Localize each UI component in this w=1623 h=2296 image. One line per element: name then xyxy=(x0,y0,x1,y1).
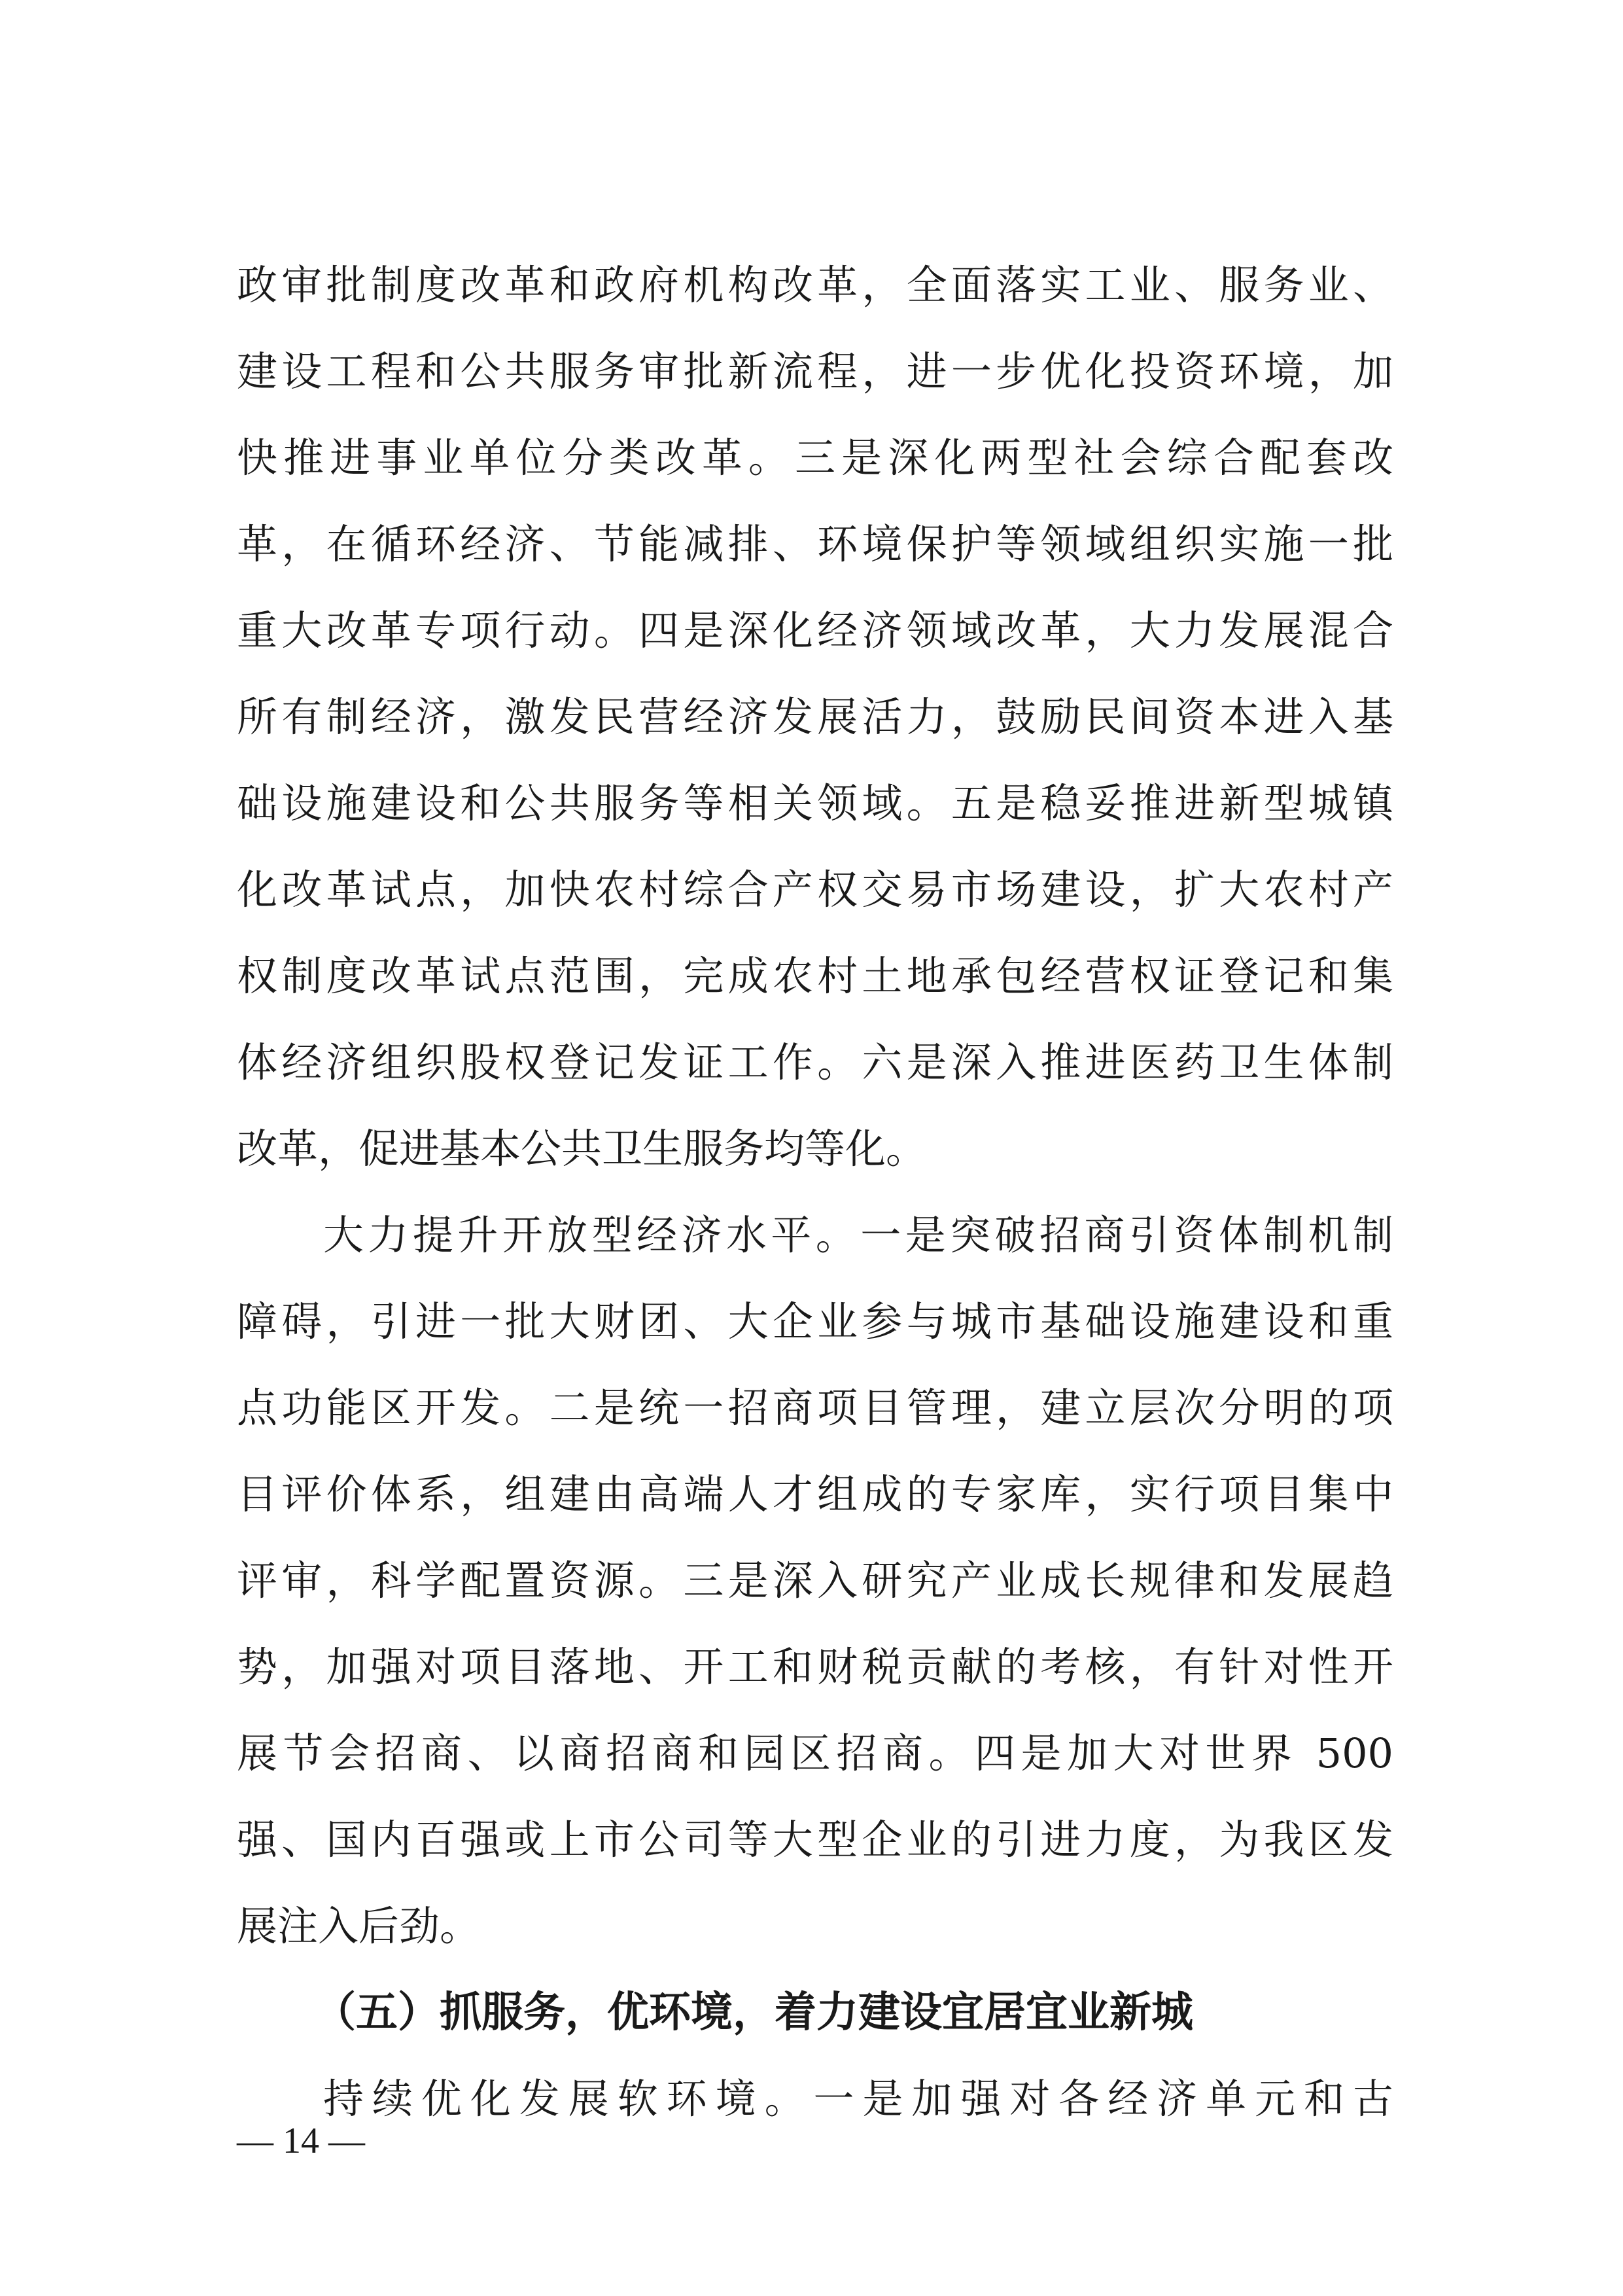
text-line: 所有制经济，激发民营经济发展活力，鼓励民间资本进入基 xyxy=(237,693,1393,741)
text-line: 建设工程和公共服务审批新流程，进一步优化投资环境，加 xyxy=(237,347,1393,395)
text-line: 础设施建设和公共服务等相关领域。五是稳妥推进新型城镇 xyxy=(237,779,1393,827)
text-line: 展注入后劲。 xyxy=(237,1902,481,1950)
text-line: 革，在循环经济、节能减排、环境保护等领域组织实施一批 xyxy=(237,520,1393,568)
paragraph-open-economy xyxy=(237,1192,1393,1969)
text-line: 快推进事业单位分类改革。三是深化两型社会综合配套改 xyxy=(237,434,1393,482)
paragraph-reform xyxy=(237,242,1393,1192)
text-line: 障碍，引进一批大财团、大企业参与城市基础设施建设和重 xyxy=(237,1298,1393,1345)
text-line: 重大改革专项行动。四是深化经济领域改革，大力发展混合 xyxy=(237,607,1393,654)
text-line: 目评价体系，组建由高端人才组成的专家库，实行项目集中 xyxy=(237,1470,1393,1518)
text-line: 评审，科学配置资源。三是深入研究产业成长规律和发展趋 xyxy=(237,1557,1393,1604)
text-line: 化改革试点，加快农村综合产权交易市场建设，扩大农村产 xyxy=(237,866,1393,913)
text-line: 持续优化发展软环境。一是加强对各经济单元和古 xyxy=(323,2075,1393,2123)
text-line: 点功能区开发。二是统一招商项目管理，建立层次分明的项 xyxy=(237,1384,1393,1432)
section-heading: （五）抓服务，优环境，着力建设宜居宜业新城 xyxy=(314,1988,1193,2037)
paragraph-environment xyxy=(237,2056,1393,2142)
page-number: — 14 — xyxy=(237,2121,365,2161)
text-line: 政审批制度改革和政府机构改革，全面落实工业、服务业、 xyxy=(237,261,1393,309)
text-line: 大力提升开放型经济水平。一是突破招商引资体制机制 xyxy=(323,1211,1393,1259)
text-line: 强、国内百强或上市公司等大型企业的引进力度，为我区发 xyxy=(237,1816,1393,1863)
text-line: 体经济组织股权登记发证工作。六是深入推进医药卫生体制 xyxy=(237,1038,1393,1086)
body-text xyxy=(237,242,1393,2142)
text-line: 展节会招商、以商招商和园区招商。四是加大对世界 500 xyxy=(237,1729,1393,1777)
text-line: 权制度改革试点范围，完成农村土地承包经营权证登记和集 xyxy=(237,952,1393,1000)
text-line: 势，加强对项目落地、开工和财税贡献的考核，有针对性开 xyxy=(237,1643,1393,1691)
text-line: 改革，促进基本公共卫生服务均等化。 xyxy=(237,1125,927,1173)
